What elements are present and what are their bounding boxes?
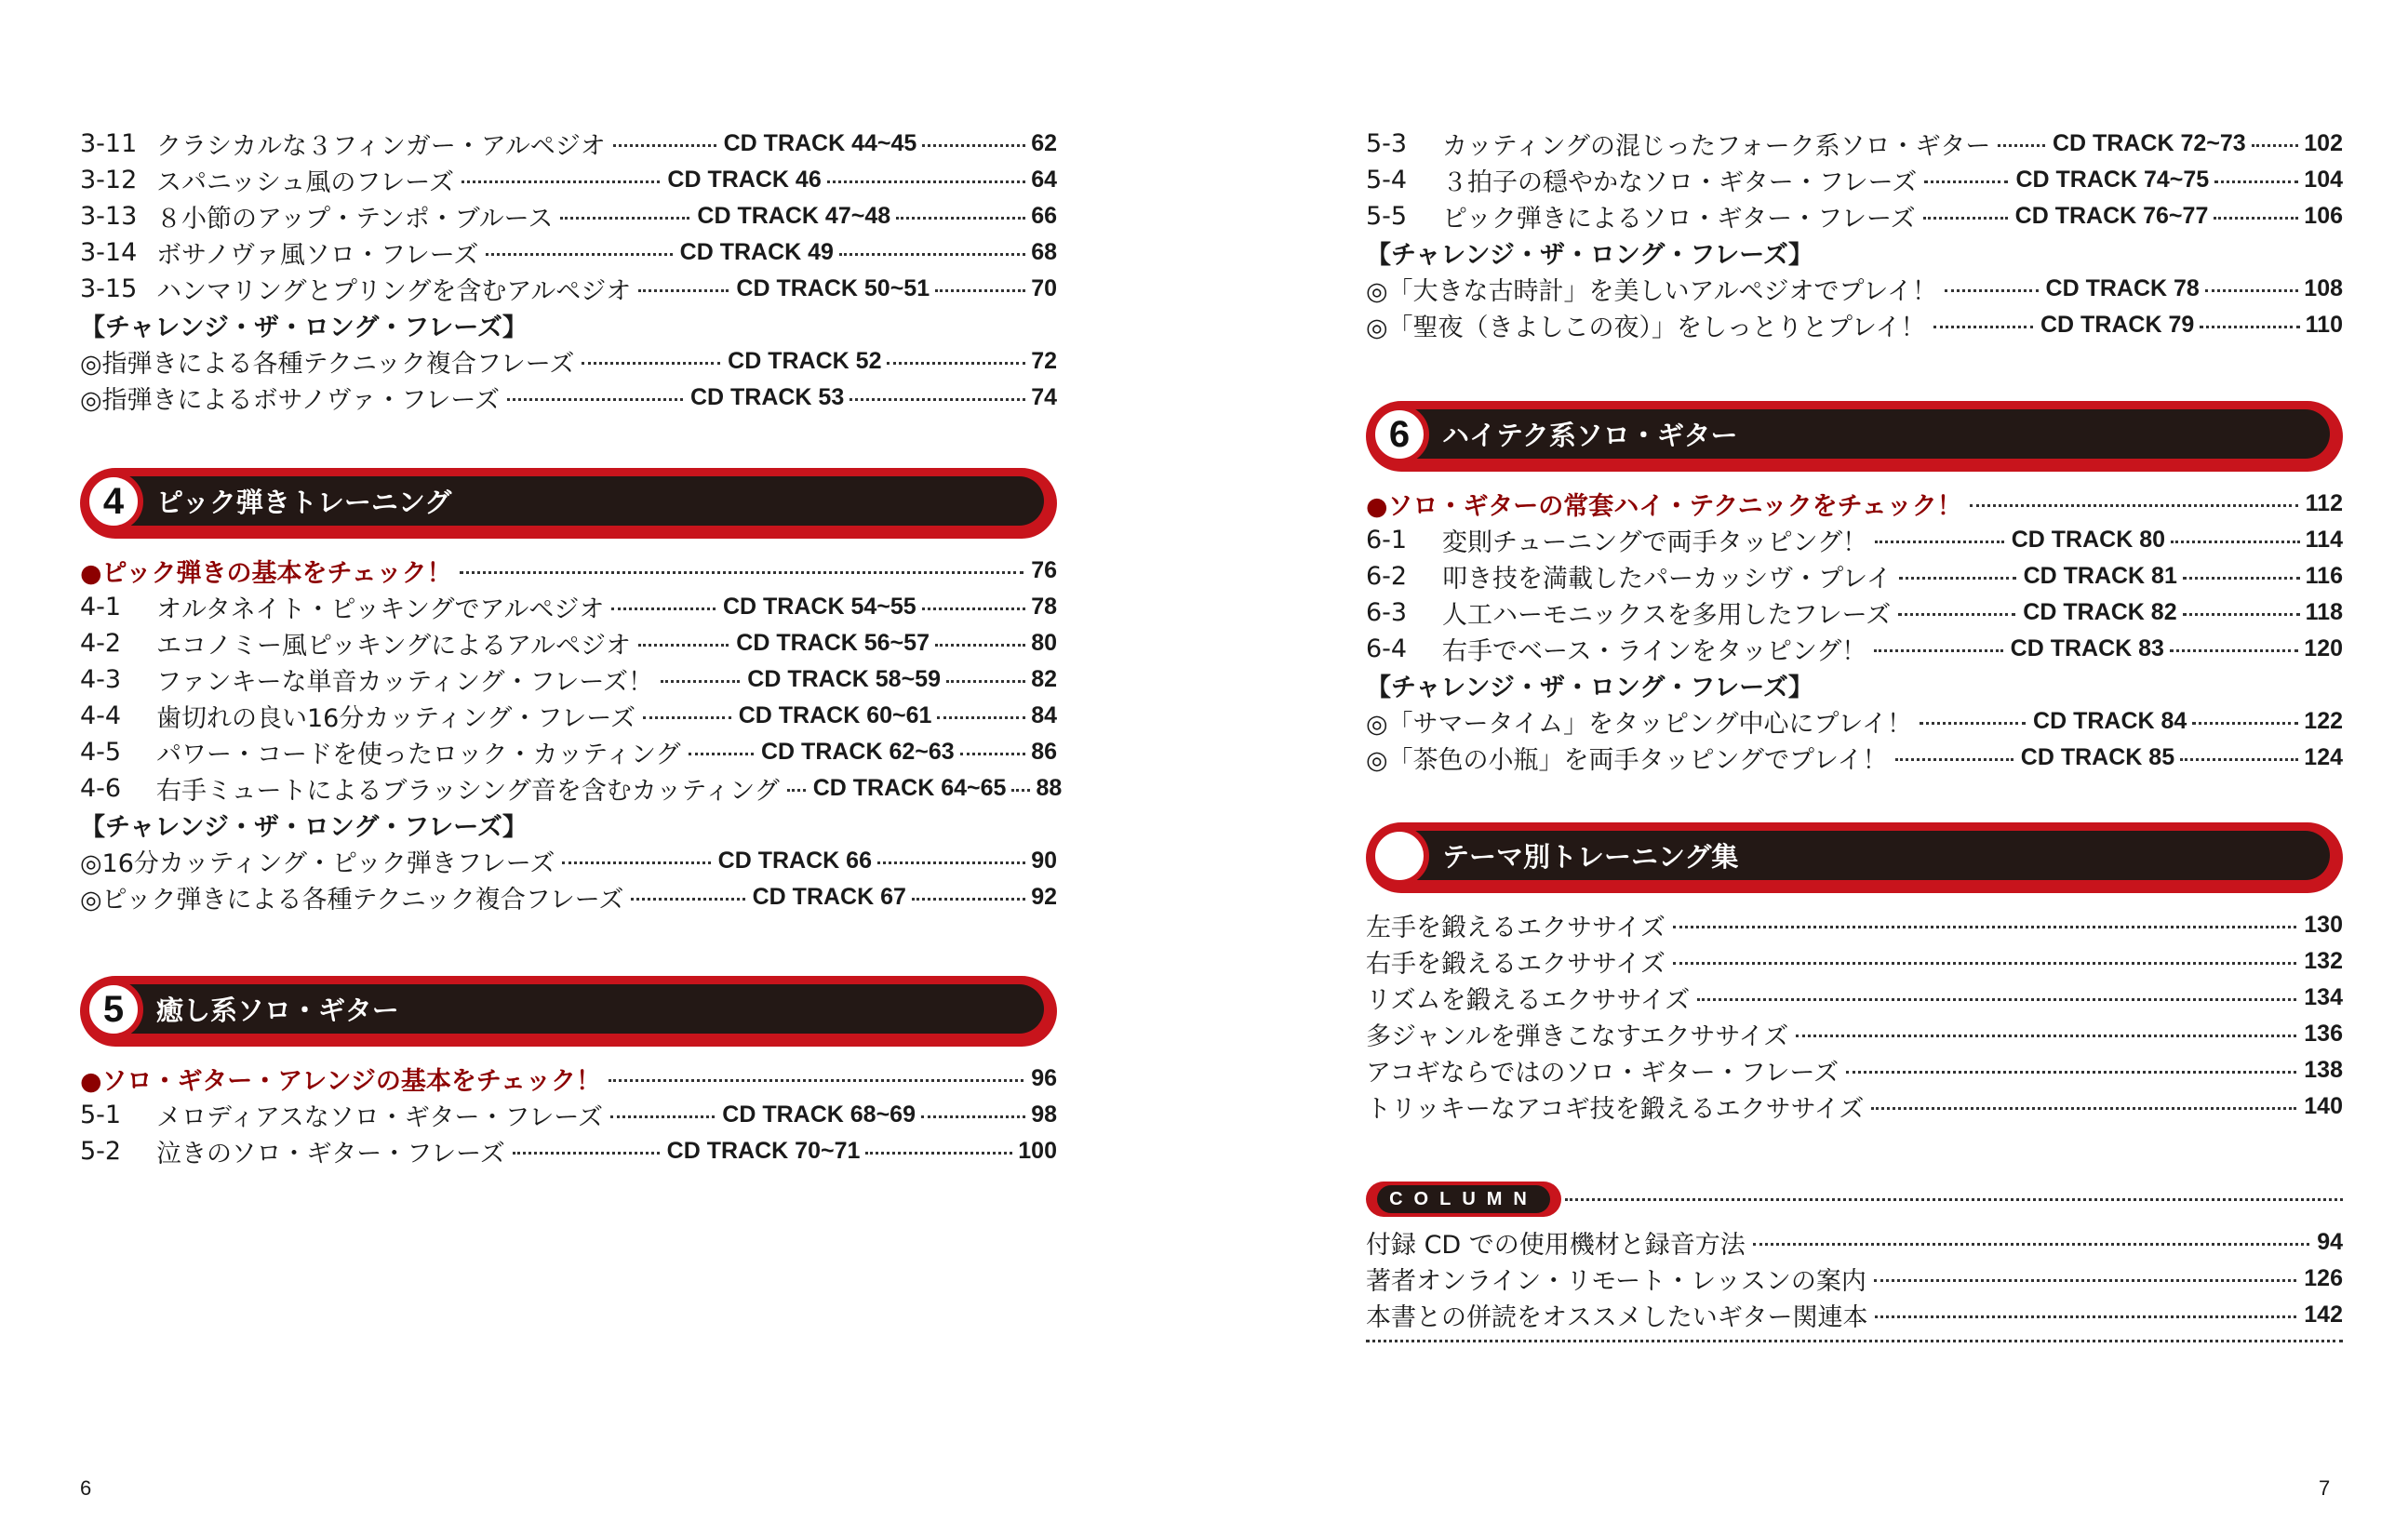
section-theme-header[interactable] (1366, 822, 2343, 893)
leader-dots (922, 607, 1026, 610)
leader-dots (638, 289, 729, 292)
leader-dots (460, 571, 1024, 574)
column-divider (1565, 1198, 2343, 1201)
toc-entry[interactable]: 付録 CD での使用機材と録音方法 94 (1366, 1228, 2343, 1260)
toc-entry[interactable]: リズムを鍛えるエクササイズ 134 (1366, 983, 2343, 1015)
leader-dots (1697, 998, 2296, 1001)
leader-dots (1874, 649, 2002, 652)
leader-dots (2180, 758, 2298, 761)
toc-entry[interactable]: 3-12 スパニッシュ風のフレーズ CD TRACK 46 64 (80, 165, 1057, 197)
leader-dots (960, 753, 1026, 755)
leader-dots (935, 644, 1025, 647)
toc-entry[interactable]: 6-3 人工ハーモニックスを多用したフレーズ CD TRACK 82 118 (1366, 597, 2343, 630)
page-number-left: 6 (80, 1476, 92, 1500)
section-number-badge: 5 (84, 980, 143, 1039)
toc-entry[interactable]: 5-3 カッティングの混じったフォーク系ソロ・ギター CD TRACK 72~73 102 (1366, 128, 2343, 161)
toc-entry[interactable]: 5-5 ピック弾きによるソロ・ギター・フレーズ CD TRACK 76~77 106 (1366, 201, 2344, 234)
section-4-header[interactable] (80, 468, 1057, 539)
toc-entry[interactable]: 左手を鍛えるエクササイズ 130 (1366, 911, 2343, 942)
toc-entry[interactable]: ◎「サマータイム」をタッピング中心にプレイ！ CD TRACK 84 122 (1366, 707, 2344, 739)
section-title: ハイテク系ソロ・ギター (1442, 419, 1738, 451)
leader-dots (1673, 926, 2296, 928)
leader-dots (507, 398, 683, 401)
section-title: ピック弾きトレーニング (156, 486, 452, 518)
leader-dots (638, 644, 729, 647)
section-number-badge: 6 (1370, 405, 1429, 464)
leader-dots (611, 607, 716, 610)
toc-entry[interactable]: 4-4 歯切れの良い16分カッティング・フレーズ CD TRACK 60~61 84 (80, 701, 1058, 733)
leader-dots (896, 217, 1025, 220)
leader-dots (582, 362, 720, 365)
toc-entry[interactable]: 3-14 ボサノヴァ風ソロ・フレーズ CD TRACK 49 68 (80, 237, 1057, 270)
leader-dots (2200, 326, 2299, 328)
leader-dots (631, 898, 744, 901)
leader-dots (2192, 722, 2298, 725)
toc-entry[interactable]: 4-3 ファンキーな単音カッティング・フレーズ！ CD TRACK 58~59 82 (80, 664, 1058, 697)
toc-entry[interactable]: 4-2 エコノミー風ピッキングによるアルペジオ CD TRACK 56~57 80 (80, 628, 1058, 661)
toc-entry[interactable]: 多ジャンルを弾きこなすエクササイズ 136 (1366, 1020, 2343, 1051)
leader-dots (562, 861, 710, 864)
section-6-header[interactable] (1366, 401, 2343, 472)
leader-dots (1924, 180, 2008, 183)
toc-entry[interactable]: 著者オンライン・リモート・レッスンの案内 126 (1366, 1264, 2343, 1296)
leader-dots (661, 680, 740, 683)
challenge-heading: 【チャレンジ・ザ・ロング・フレーズ】 (80, 313, 528, 342)
leader-dots (609, 1079, 1023, 1082)
toc-entry[interactable]: 6-2 叩き技を満載したパーカッシヴ・プレイ CD TRACK 81 116 (1366, 561, 2343, 594)
leader-dots (937, 716, 1025, 719)
toc-entry[interactable]: 5-1 メロディアスなソロ・ギター・フレーズ CD TRACK 68~69 98 (80, 1100, 1058, 1132)
leader-dots (935, 289, 1025, 292)
toc-entry[interactable]: 4-6 右手ミュートによるブラッシング音を含むカッティング CD TRACK 64~65 88 (80, 773, 1063, 806)
leader-dots (1898, 613, 2015, 616)
leader-dots (1998, 144, 2045, 147)
leader-dots (2170, 649, 2298, 652)
challenge-heading: 【チャレンジ・ザ・ロング・フレーズ】 (1366, 673, 1813, 702)
leader-dots (486, 253, 672, 256)
toc-entry[interactable]: 5-2 泣きのソロ・ギター・フレーズ CD TRACK 70~71 100 (80, 1136, 1057, 1168)
leader-dots (849, 398, 1025, 401)
leader-dots (2214, 180, 2298, 183)
section-intro-entry[interactable]: ●ソロ・ギター・アレンジの基本をチェック！ 96 (80, 1064, 1057, 1096)
leader-dots (560, 217, 689, 220)
column-label: COLUMN (1366, 1182, 1561, 1217)
leader-dots (839, 253, 1025, 256)
leader-dots (1871, 1107, 2296, 1110)
toc-entry[interactable]: 4-5 パワー・コードを使ったロック・カッティング CD TRACK 62~63 86 (80, 737, 1058, 769)
toc-entry[interactable]: ◎16分カッティング・ピック弾きフレーズ CD TRACK 66 90 (80, 847, 1058, 878)
leader-dots (912, 898, 1025, 901)
section-5-header[interactable] (80, 976, 1057, 1047)
toc-entry[interactable]: 6-1 変則チューニングで両手タッピング！ CD TRACK 80 114 (1366, 525, 2343, 557)
leader-dots (1945, 289, 2038, 292)
leader-dots (1753, 1243, 2309, 1246)
leader-dots (1796, 1035, 2296, 1037)
toc-entry[interactable]: 本書との併読をオススメしたいギター関連本 142 (1366, 1301, 2343, 1332)
leader-dots (2171, 541, 2300, 543)
leader-dots (921, 1115, 1025, 1118)
leader-dots (2214, 217, 2298, 220)
leader-dots (2183, 577, 2300, 580)
leader-dots (610, 1115, 715, 1118)
column-bottom-divider (1366, 1340, 2343, 1342)
toc-entry[interactable]: 5-4 ３拍子の穏やかなソロ・ギター・フレーズ CD TRACK 74~75 104 (1366, 165, 2344, 197)
toc-entry[interactable]: トリッキーなアコギ技を鍛えるエクササイズ 140 (1366, 1092, 2343, 1124)
section-title: 癒し系ソロ・ギター (156, 994, 399, 1026)
leader-dots (462, 180, 660, 183)
toc-entry[interactable]: 3-15 ハンマリングとプリングを含むアルペジオ CD TRACK 50~51 70 (80, 274, 1058, 306)
leader-dots (922, 144, 1025, 147)
leader-dots (1970, 504, 2298, 507)
section-intro-entry[interactable]: ●ピック弾きの基本をチェック！ 76 (80, 556, 1057, 588)
section-number-badge (1370, 826, 1429, 886)
section-title: テーマ別トレーニング集 (1442, 840, 1739, 873)
toc-entry[interactable]: ◎指弾きによるボサノヴァ・フレーズ CD TRACK 53 74 (80, 383, 1058, 415)
page-number-right: 7 (2319, 1476, 2331, 1500)
leader-dots (1846, 1071, 2296, 1074)
toc-entry[interactable]: ◎「大きな古時計」を美しいアルペジオでプレイ！ CD TRACK 78 108 (1366, 274, 2344, 306)
toc-entry[interactable]: 3-11 クラシカルな３フィンガー・アルペジオ CD TRACK 44~45 62 (80, 128, 1057, 161)
toc-entry[interactable]: 6-4 右手でベース・ラインをタッピング！ CD TRACK 83 120 (1366, 634, 2344, 666)
leader-dots (1673, 962, 2296, 965)
section-number-badge: 4 (84, 472, 143, 531)
leader-dots (2183, 613, 2300, 616)
leader-dots (643, 716, 731, 719)
toc-entry[interactable]: 4-1 オルタネイト・ピッキングでアルペジオ CD TRACK 54~55 78 (80, 592, 1057, 624)
leader-dots (865, 1152, 1012, 1155)
toc-entry[interactable]: ◎「聖夜（きよしこの夜）」をしっとりとプレイ！ CD TRACK 79 110 (1366, 311, 2343, 342)
toc-entry[interactable]: ◎「茶色の小瓶」を両手タッピングでプレイ！ CD TRACK 85 124 (1366, 743, 2344, 775)
leader-dots (877, 861, 1025, 864)
toc-entry[interactable]: 右手を鍛えるエクササイズ 132 (1366, 947, 2343, 979)
leader-dots (1875, 1315, 2296, 1318)
leader-dots (946, 680, 1025, 683)
leader-dots (887, 362, 1025, 365)
leader-dots (1874, 1279, 2296, 1282)
leader-dots (1895, 758, 2013, 761)
toc-entry[interactable]: ◎指弾きによる各種テクニック複合フレーズ CD TRACK 52 72 (80, 347, 1058, 379)
challenge-heading: 【チャレンジ・ザ・ロング・フレーズ】 (1366, 240, 1813, 270)
leader-dots (1899, 577, 2016, 580)
leader-dots (513, 1152, 660, 1155)
toc-entry[interactable]: アコギならではのソロ・ギター・フレーズ 138 (1366, 1056, 2343, 1088)
leader-dots (2252, 144, 2299, 147)
leader-dots (689, 753, 755, 755)
leader-dots (1923, 217, 2008, 220)
toc-entry[interactable]: 3-13 ８小節のアップ・テンポ・ブルース CD TRACK 47~48 66 (80, 201, 1058, 234)
leader-dots (2205, 289, 2298, 292)
leader-dots (1933, 326, 2033, 328)
leader-dots (1875, 541, 2004, 543)
toc-entry[interactable]: ◎ピック弾きによる各種テクニック複合フレーズ CD TRACK 67 92 (80, 883, 1057, 915)
leader-dots (613, 144, 716, 147)
leader-dots (787, 789, 806, 792)
challenge-heading: 【チャレンジ・ザ・ロング・フレーズ】 (80, 812, 528, 842)
section-intro-entry[interactable]: ●ソロ・ギターの常套ハイ・テクニックをチェック！ 112 (1366, 489, 2343, 521)
leader-dots (827, 180, 1025, 183)
leader-dots (1920, 722, 2026, 725)
leader-dots (1011, 789, 1030, 792)
